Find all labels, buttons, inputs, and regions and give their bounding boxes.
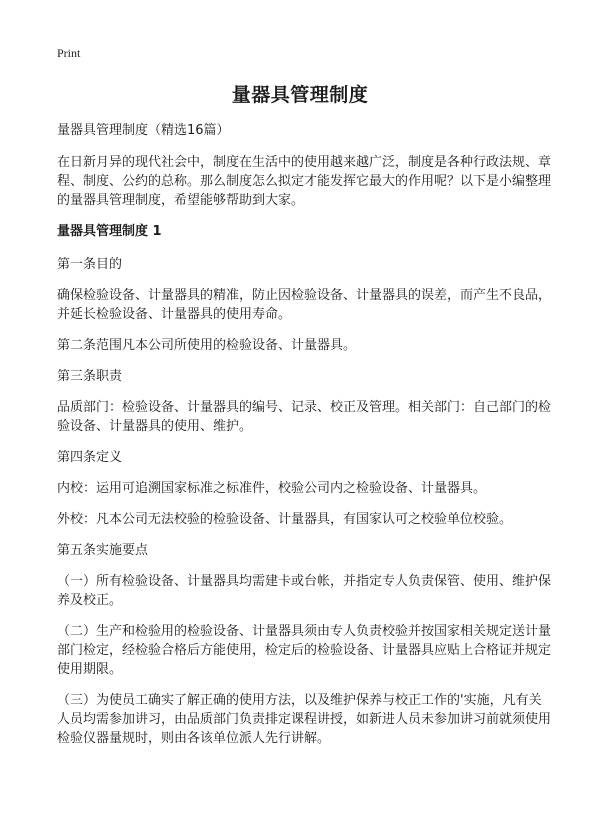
article-4-title: 第四条定义 [57,450,123,465]
document-body [57,121,553,760]
article-3-body: 品质部门：检验设备、计量器具的编号、记录、校正及管理。相关部门：自己部门的检验设备、计量器具的使用、维护。 [57,400,552,434]
intro-paragraph: 在日新月异的现代社会中，制度在生活中的使用越来越广泛，制度是各种行政法规、章程、制度、公约的总称。那么制度怎么拟定才能发挥它最大的作用呢？以下是小编整理的量器具管理制度，希望能够帮助到大家。 [57,155,552,208]
internal-calibration-definition: 内校：运用可追溯国家标准之标准件，校验公司内之检验设备、计量器具。 [57,481,487,496]
point-1: （一）所有检验设备、计量器具均需建卡或台帐，并指定专人负责保管、使用、维护保养及校正。 [57,574,552,608]
external-calibration-definition: 外校：凡本公司无法校验的检验设备、计量器具，有国家认可之校验单位校验。 [57,512,513,527]
point-2: （二）生产和检验用的检验设备、计量器具须由专人负责校验并按国家相关规定送计量部门检定，经检验合格后方能使用，检定后的检验设备、计量器具应贴上合格证并规定使用期限。 [57,624,552,677]
document-subtitle: 量器具管理制度（精选16篇） [57,123,230,138]
article-3-title: 第三条职责 [57,369,123,384]
point-3: （三）为使员工确实了解正确的使用方法，以及维护保养与校正工作的'实施，凡有关人员均需参加讲习，由品质部门负责排定课程讲授，如新进人员未参加讲习前就须使用检验仪器量规时，则由各该单位派人先行讲解。 [57,693,552,746]
section-heading: 量器具管理制度 1 [57,224,162,239]
article-1-body: 确保检验设备、计量器具的精准，防止因检验设备、计量器具的误差，而产生不良品，并延长检验设备、计量器具的使用寿命。 [57,288,552,322]
article-1-title: 第一条目的 [57,257,123,272]
document-title: 量器具管理制度 [231,84,369,106]
print-link[interactable]: Print [57,46,81,60]
article-2: 第二条范围凡本公司所使用的检验设备、计量器具。 [57,338,357,353]
article-5-title: 第五条实施要点 [57,543,149,558]
